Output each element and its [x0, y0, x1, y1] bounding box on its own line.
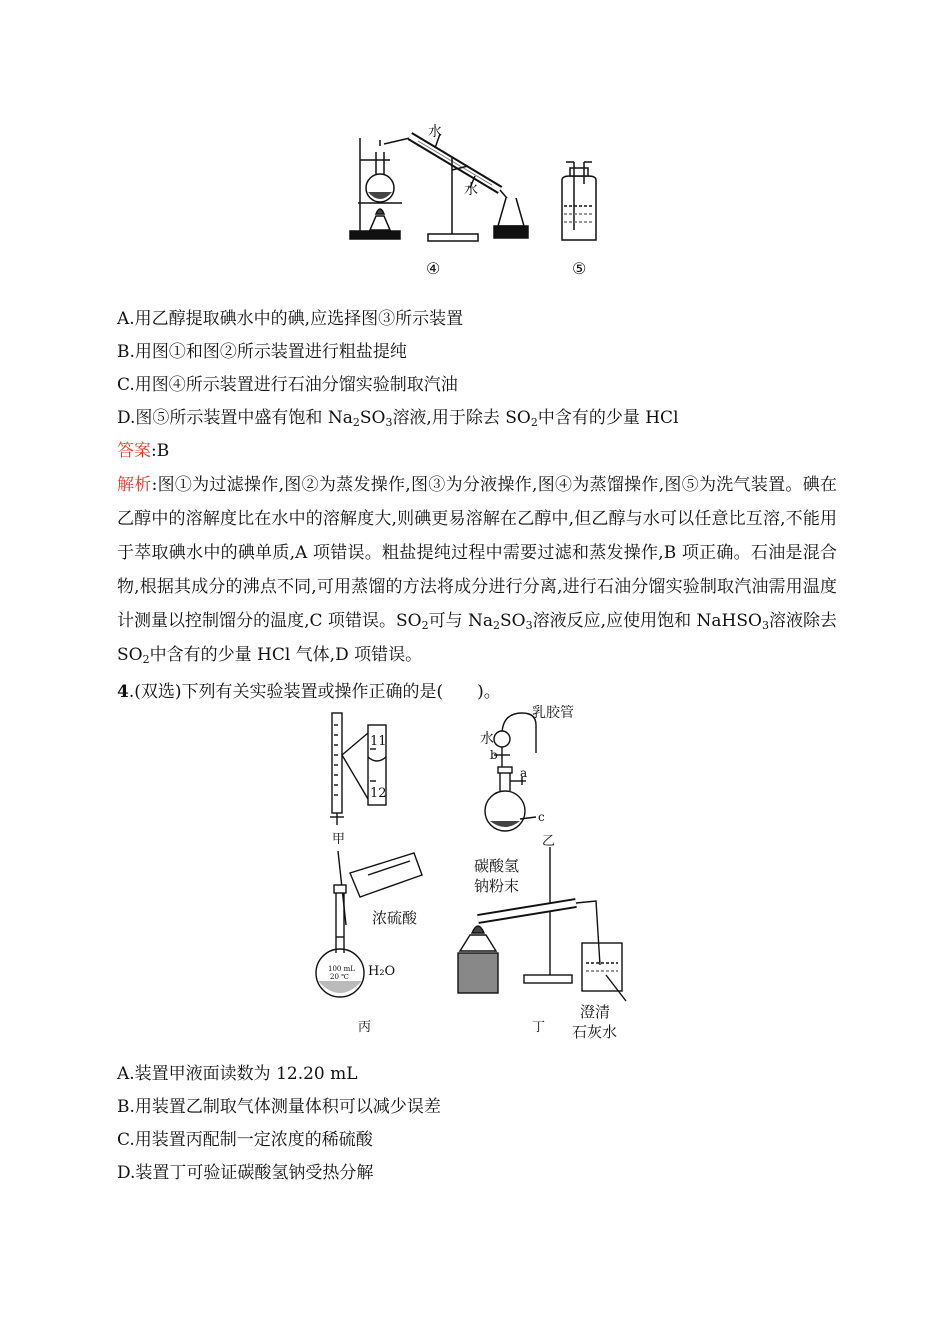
answer-value: :B	[151, 441, 170, 461]
q4-option-c: C.用装置丙配制一定浓度的稀硫酸	[117, 1130, 373, 1150]
label-water: 水	[480, 731, 494, 747]
q3-option-a: A.用乙醇提取碘水中的碘,应选择图③所示装置	[117, 309, 464, 329]
label-latex-tube: 乳胶管	[532, 705, 574, 721]
figure-label-4: ④	[426, 259, 441, 278]
label-flask-20c: 20 ℃	[330, 973, 349, 981]
water-in-label: 水	[464, 182, 478, 198]
q3-answer	[117, 440, 169, 462]
label-limewater-2: 石灰水	[572, 1023, 618, 1041]
label-bing: 丙	[358, 1020, 372, 1035]
q3-option-c: C.用图④所示装置进行石油分馏实验制取汽油	[117, 375, 458, 395]
analysis-label: 解析	[117, 475, 152, 495]
q3-option-b: B.用图①和图②所示装置进行粗盐提纯	[117, 342, 407, 362]
q4-option-b: B.用装置乙制取气体测量体积可以减少误差	[117, 1097, 441, 1117]
label-jia: 甲	[332, 832, 346, 847]
label-conc-h2so4: 浓硫酸	[372, 909, 418, 927]
figure-label-5: ⑤	[572, 259, 587, 278]
answer-label: 答案	[117, 441, 151, 461]
label-ding: 丁	[532, 1020, 546, 1035]
label-a: a	[520, 766, 528, 780]
label-yi: 乙	[542, 834, 556, 849]
label-flask-100ml: 100 mL	[328, 965, 355, 973]
figure-q4-apparatus	[310, 705, 640, 1043]
water-out-label: 水	[428, 124, 442, 140]
q4-option-a: A.装置甲液面读数为 12.20 mL	[117, 1064, 358, 1084]
label-limewater-1: 澄清	[580, 1003, 611, 1021]
q4-number: 4	[117, 682, 129, 702]
scale-12: 12	[370, 786, 387, 801]
q3-option-d: D.图⑤所示装置中盛有饱和 $Na_2SO_3$溶液,用于除去 $SO_2$中含有的少量 HCl	[117, 408, 679, 429]
figure-distillation-washing	[340, 118, 620, 283]
label-h2o: H₂O	[368, 964, 396, 979]
label-nahco3-2: 钠粉末	[474, 877, 520, 895]
label-b: b	[490, 748, 498, 762]
q3-analysis: 解析:图①为过滤操作,图②为蒸发操作,图③为分液操作,图④为蒸馏操作,图⑤为洗气装置。碘在乙醇中的溶解度比在水中的溶解度大,则碘更易溶解在乙醇中,但乙醇与水可以任意比互溶,不能用于萃取碘水中的碘单质,A 项错误。粗盐提纯过程中需要过滤和蒸发操作,B 项正确。石油是混合物,根据其成分的沸点不同,可用蒸馏的方法将成分进行分离,进行石油分馏实验制取汽油需用温度计测量以控制馏分的温度,C 项错误。$SO_2$可与 $Na_2SO_3$溶液反应,应使用饱和 NaHSO$_3$溶液除去 $SO_2$中含有的少量 HCl 气体,D 项错误。	[117, 475, 838, 666]
q4-option-d: D.装置丁可验证碳酸氢钠受热分解	[117, 1163, 374, 1183]
label-c: c	[538, 810, 545, 824]
label-nahco3-1: 碳酸氢	[474, 857, 520, 875]
q4-stem: 4.(双选)下列有关实验装置或操作正确的是( )。	[117, 682, 501, 702]
scale-11: 11	[370, 734, 387, 749]
